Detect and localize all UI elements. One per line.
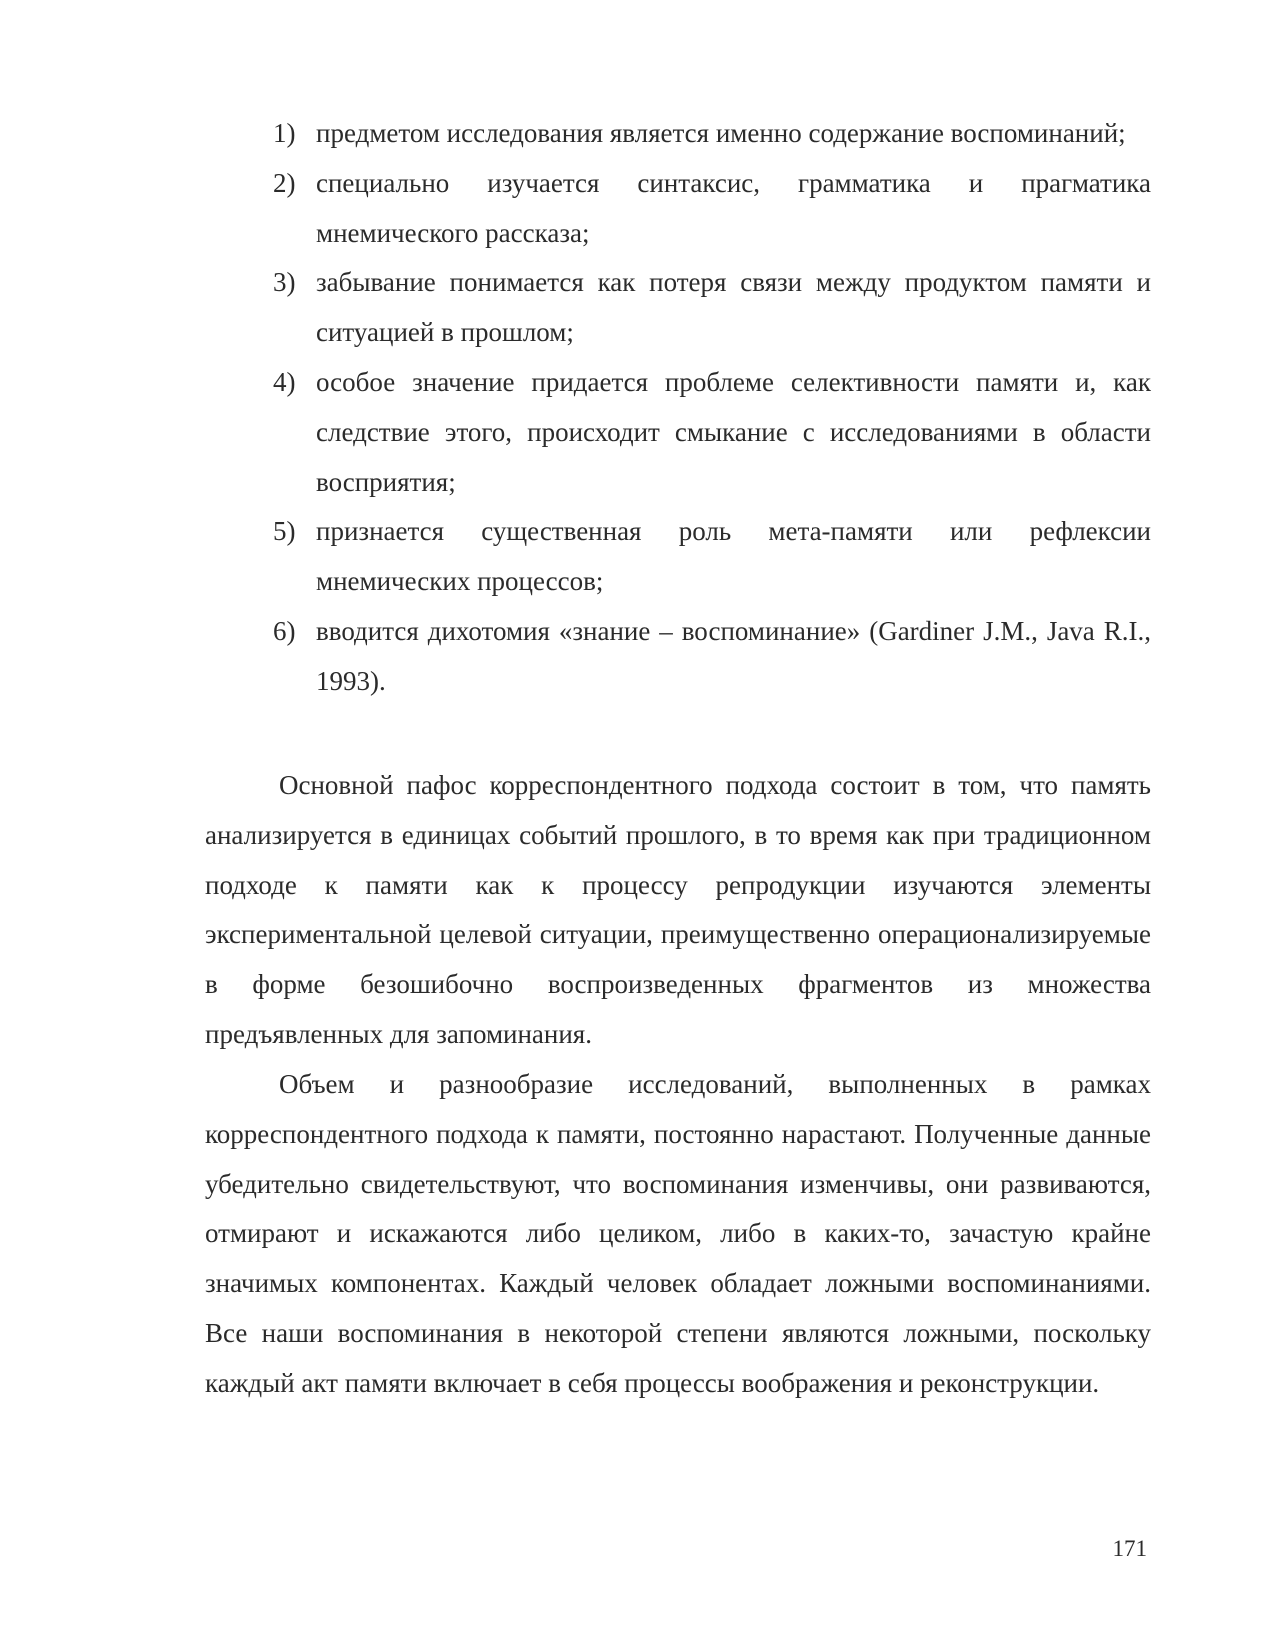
paragraph-main-thesis: Основной пафос корреспондентного подхода состоит в том, что память анализируется в единицах событий прошлого, в то время как при традиционном подходе к памяти как к процессу репродукции изучаются элементы экспериментальной целевой ситуации, преимущественно операционализируемые в форме безошибочно воспроизведенных фрагментов из множества предъявленных для запоминания. — [205, 770, 1151, 1049]
list-item-number: 4) — [273, 366, 296, 397]
list-item-text: особое значение придается проблеме селективности памяти и, как следствие этого, происходит смыкание с исследованиями в области восприятия; — [316, 366, 1151, 497]
list-item-text: признается существенная роль мета-памяти или рефлексии мнемических процессов; — [316, 516, 1151, 597]
list-item-text: забывание понимается как потеря связи между продуктом памяти и ситуацией в прошлом; — [316, 267, 1151, 348]
list-item-number: 5) — [273, 516, 296, 547]
list-item-number: 3) — [273, 267, 296, 298]
list-item-number: 6) — [273, 615, 296, 646]
list-item — [273, 507, 1151, 607]
list-item-number: 1) — [273, 118, 296, 148]
paragraph-research-findings: Объем и разнообразие исследований, выполненных в рамках корреспондентного подхода к памяти, постоянно нарастают. Полученные данные убедительно свидетельствуют, что воспоминания изменчивы, они развиваются, отмирают и искажаются либо целиком, либо в каких-то, зачастую крайне значимых компонентах. Каждый человек обладает ложными воспоминаниями. Все наши воспоминания в некоторой степени являются ложными, поскольку каждый акт памяти включает в себя процессы воображения и реконструкции. — [205, 1069, 1151, 1398]
list-item — [273, 258, 1151, 358]
numbered-list — [273, 109, 1151, 707]
list-item-text: вводится дихотомия «знание – воспоминание» (Gardiner J.M., Java R.I., 1993). — [316, 615, 1151, 696]
list-item — [273, 109, 1151, 159]
list-item — [273, 607, 1151, 707]
list-item — [273, 358, 1151, 507]
list-item — [273, 159, 1151, 259]
list-item-text: предметом исследования является именно содержание воспоминаний; — [316, 118, 1126, 148]
page-number: 171 — [1112, 1536, 1147, 1561]
list-item-text: специально изучается синтаксис, грамматика и прагматика мнемического рассказа; — [316, 167, 1151, 248]
list-item-number: 2) — [273, 167, 296, 198]
